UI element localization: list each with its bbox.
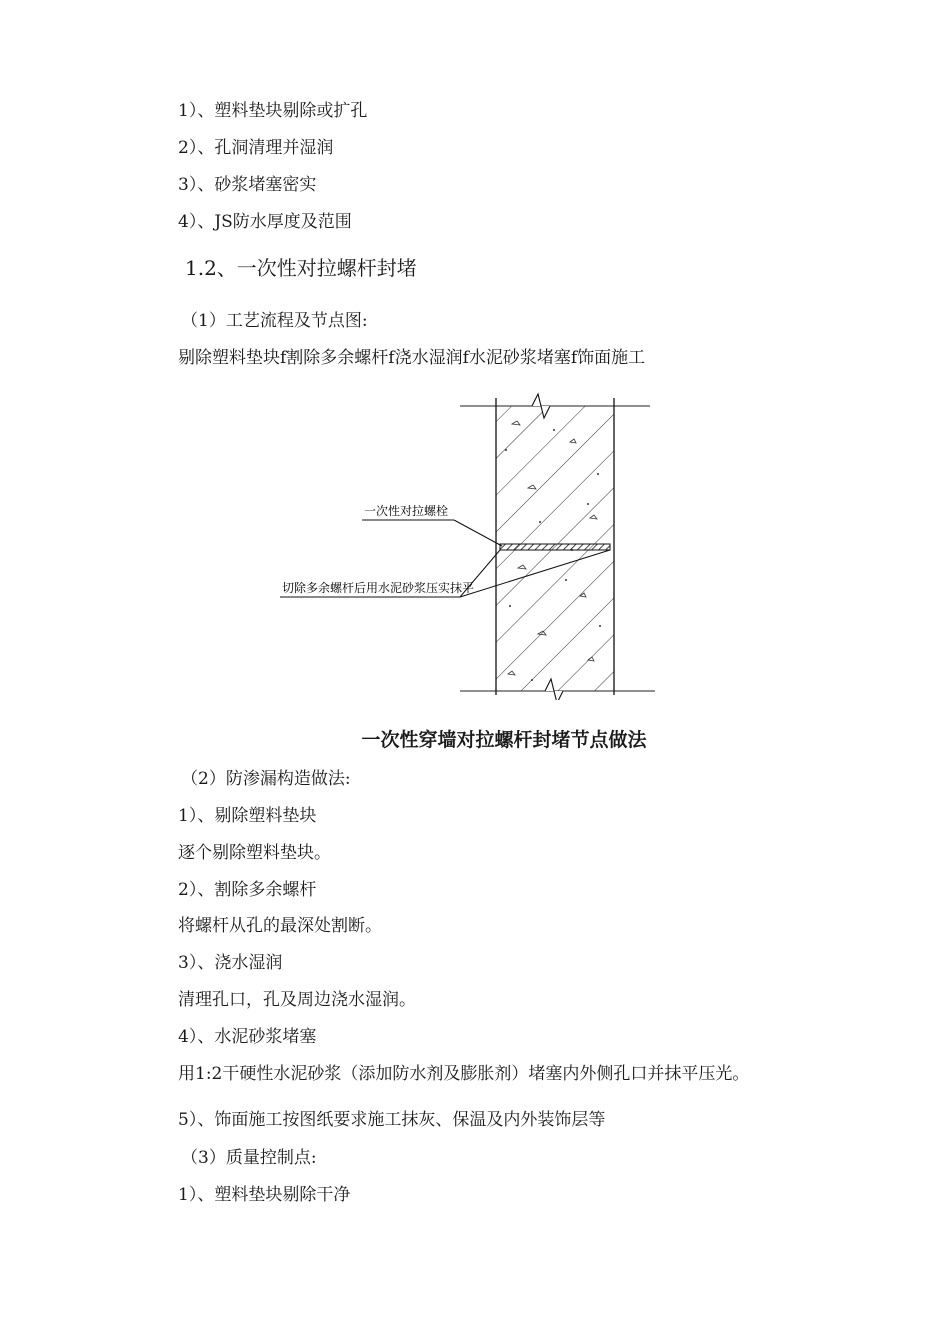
tie-bolt [500,544,610,550]
leak-title: （2）防渗漏构造做法: [181,769,351,789]
process-title: （1）工艺流程及节点图: [181,311,368,331]
step-5: 5）、饰面施工按图纸要求施工抹灰、保温及内外装饰层等 [178,1110,606,1130]
step-desc: 清理孔口，孔及周边浇水湿润。 [178,990,416,1010]
list-item: 3）、砂浆堵塞密实 [178,175,317,195]
quality-title: （3）质量控制点: [181,1148,317,1168]
step-title: 3）、浇水湿润 [178,953,283,973]
label-bolt: 一次性对拉螺栓 [364,504,449,518]
node-diagram [270,390,670,700]
figure-caption: 一次性穿墙对拉螺杆封堵节点做法 [361,729,647,751]
leader-line-bolt [454,520,502,546]
section-heading: 1.2、一次性对拉螺杆封堵 [185,256,417,280]
label-cut: 切除多余螺杆后用水泥砂浆压实抹平 [282,581,475,595]
step-desc: 用1:2干硬性水泥砂浆（添加防水剂及膨胀剂）堵塞内外侧孔口并抹平压光。 [178,1064,750,1084]
step-title: 2）、割除多余螺杆 [178,880,317,900]
step-desc: 将螺杆从孔的最深处割断。 [178,916,382,936]
step-desc: 逐个剔除塑料垫块。 [178,843,331,863]
quality-item: 1）、塑料垫块剔除干净 [178,1185,351,1205]
step-title: 4）、水泥砂浆堵塞 [178,1027,317,1047]
list-item: 4）、JS防水厚度及范围 [178,212,352,232]
list-item: 1）、塑料垫块剔除或扩孔 [178,101,368,121]
process-flow: 剔除塑料垫块f割除多余螺杆f浇水湿润f水泥砂浆堵塞f饰面施工 [178,348,646,368]
step-title: 1）、剔除塑料垫块 [178,806,317,826]
list-item: 2）、孔洞清理并湿润 [178,138,334,158]
